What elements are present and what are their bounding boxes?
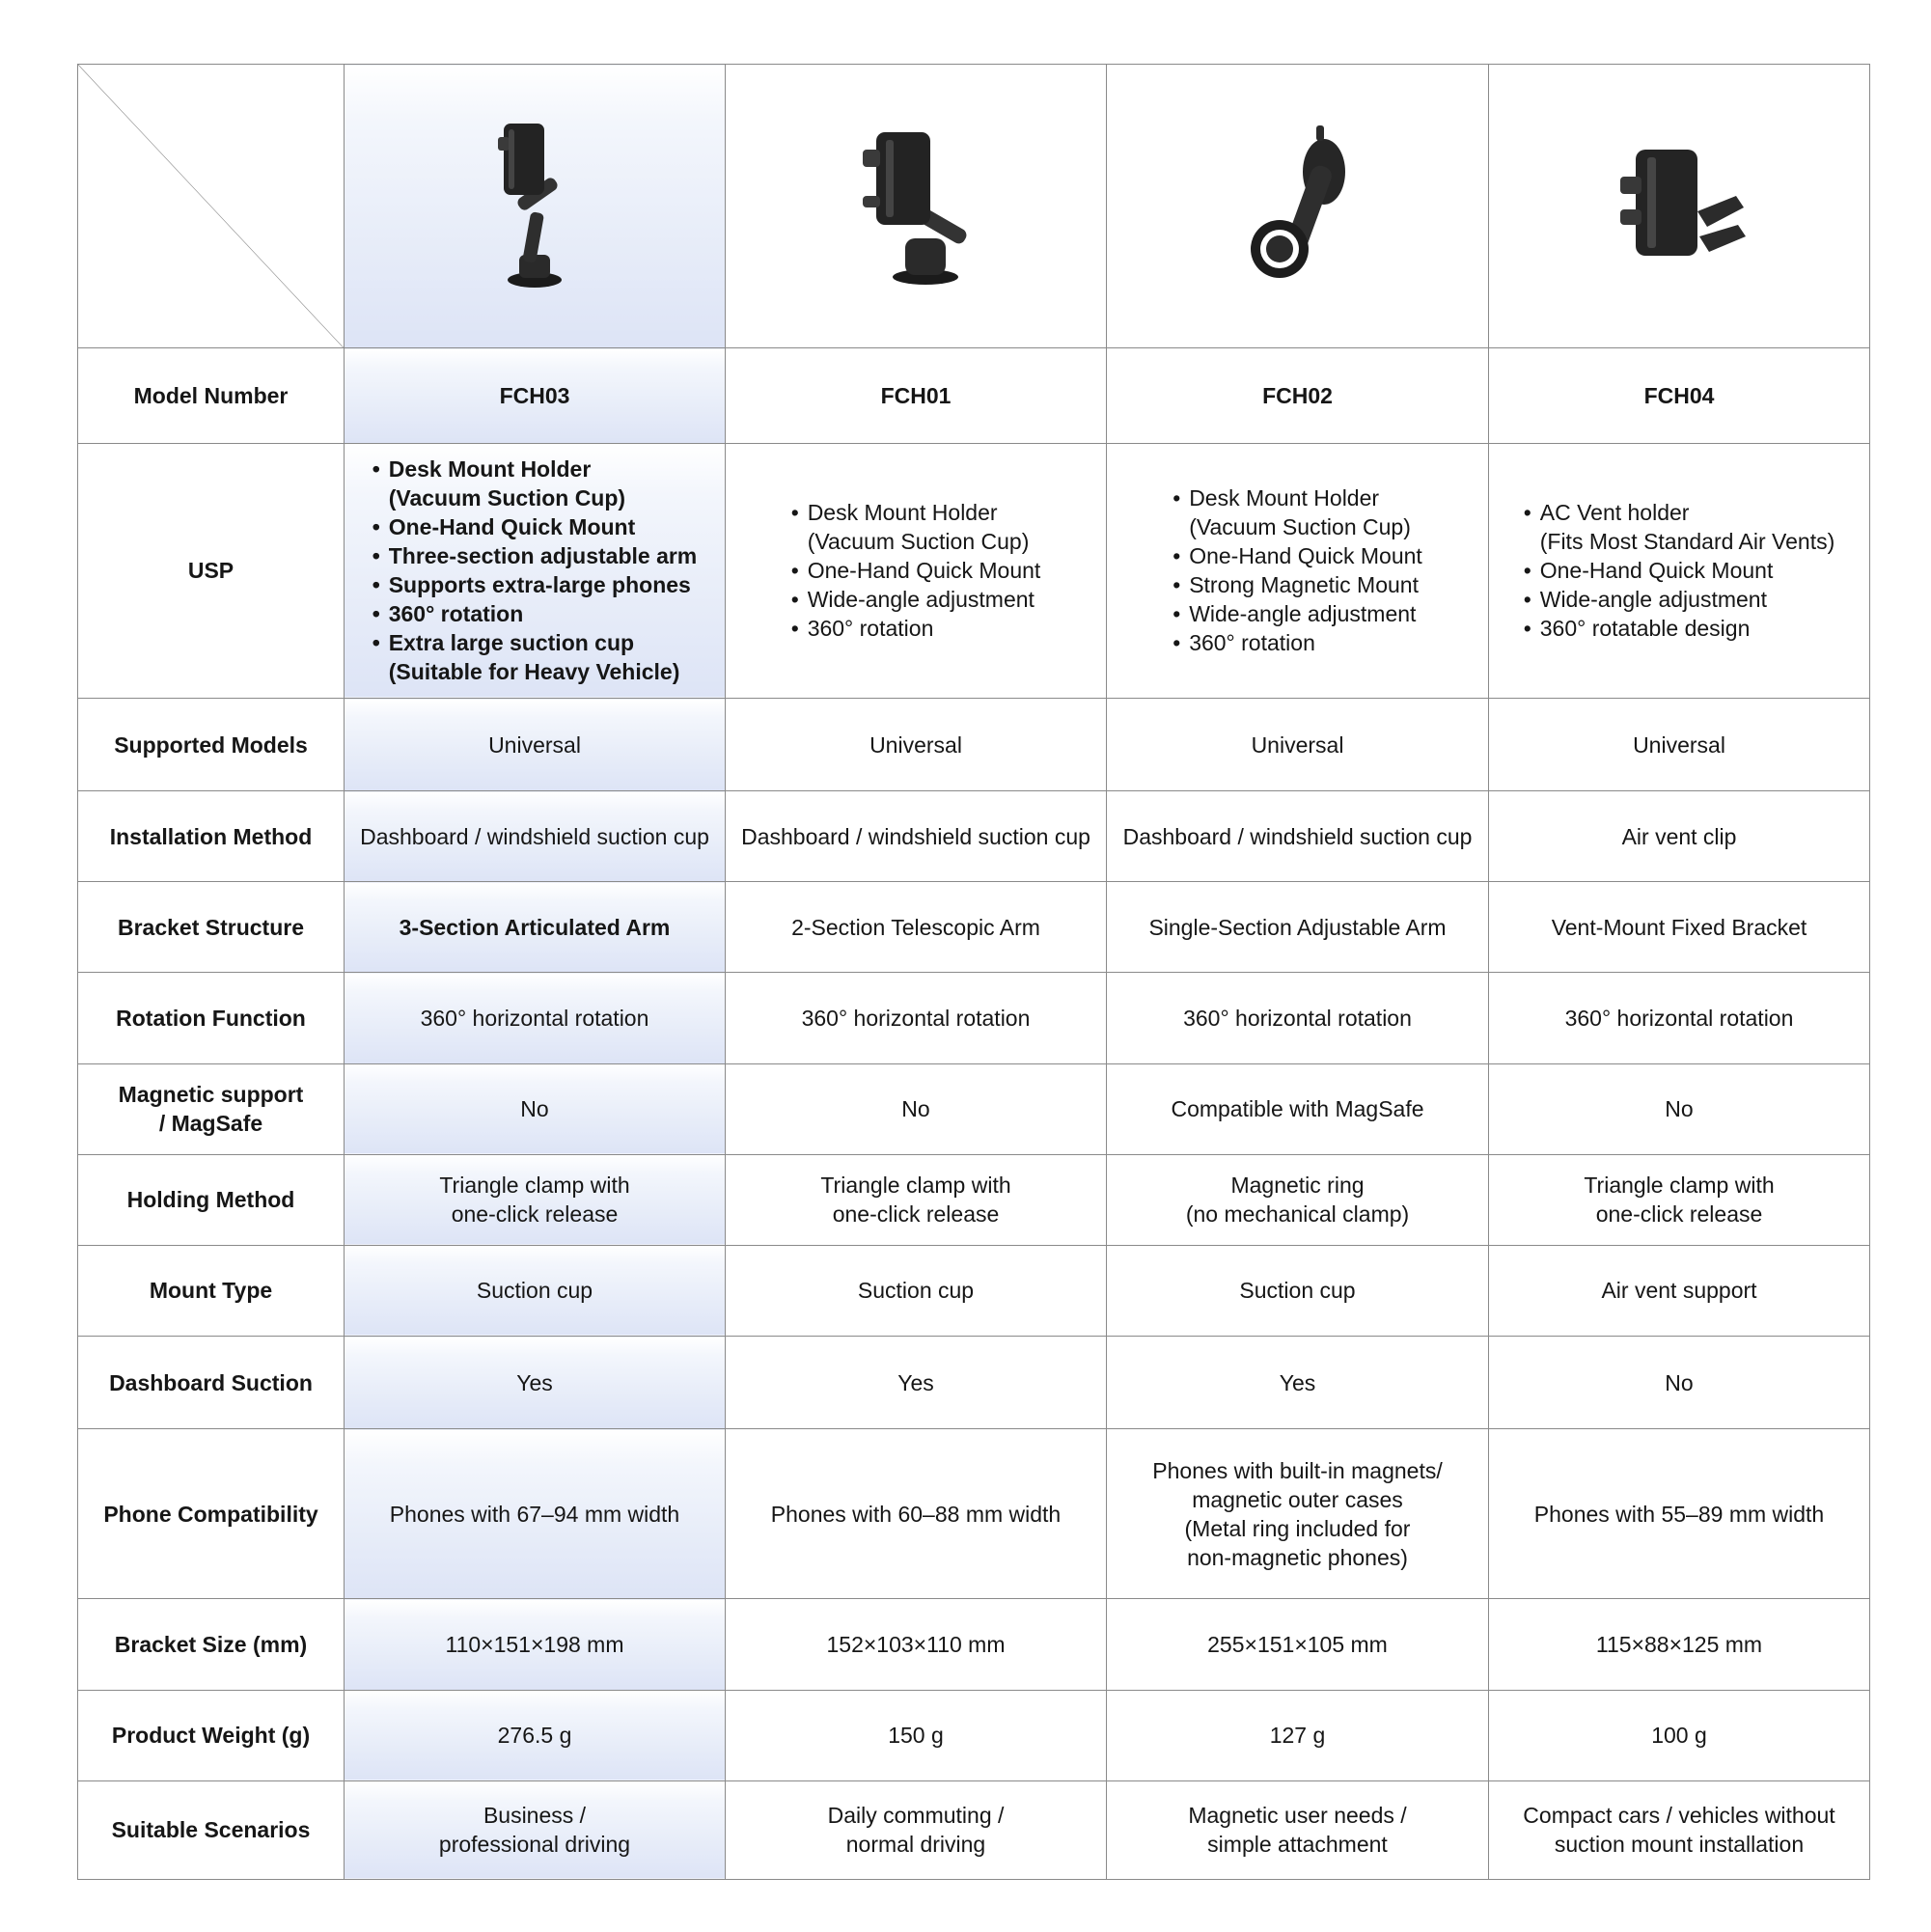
product-image-fch03 (345, 65, 726, 348)
usp-item: • Wide-angle adjustment (1172, 599, 1422, 628)
cell-value: No (726, 1063, 1107, 1154)
row-model-number (78, 348, 1870, 443)
cell-value: 255×151×105 mm (1107, 1599, 1489, 1690)
usp-item: • Strong Magnetic Mount (1172, 570, 1422, 599)
cell-value: Dashboard / windshield suction cup (345, 791, 726, 882)
desk-mount-telescopic-arm-icon (843, 124, 988, 289)
usp-list (1172, 483, 1422, 657)
cell-value: FCH03 (345, 348, 726, 443)
cell-value: Triangle clamp with one-click release (726, 1154, 1107, 1245)
row-label: Rotation Function (78, 973, 345, 1063)
cell-value: No (1489, 1063, 1870, 1154)
cell-value: FCH04 (1489, 348, 1870, 443)
usp-cell (1489, 443, 1870, 698)
usp-cell (1107, 443, 1489, 698)
row-label: Bracket Size (mm) (78, 1599, 345, 1690)
cell-value: 360° horizontal rotation (345, 973, 726, 1063)
cell-value: 276.5 g (345, 1690, 726, 1780)
cell-value: Triangle clamp with one-click release (345, 1154, 726, 1245)
cell-value: No (345, 1063, 726, 1154)
usp-item: • Three-section adjustable arm (372, 541, 698, 570)
cell-value: No (1489, 1337, 1870, 1429)
cell-value: Suction cup (726, 1245, 1107, 1336)
cell-value: 360° horizontal rotation (726, 973, 1107, 1063)
cell-value: Compatible with MagSafe (1107, 1063, 1489, 1154)
row-supported-models (78, 699, 1870, 791)
usp-item: • One-Hand Quick Mount (1172, 541, 1422, 570)
usp-item: • Extra large suction cup (Suitable for Heavy Vehicle) (372, 628, 698, 686)
air-vent-mount-icon (1607, 144, 1752, 269)
usp-cell (345, 443, 726, 698)
cell-value: FCH01 (726, 348, 1107, 443)
cell-value: Universal (1489, 699, 1870, 791)
row-suitable-scenarios (78, 1780, 1870, 1879)
usp-item: • Desk Mount Holder (Vacuum Suction Cup) (791, 498, 1041, 556)
cell-value: 150 g (726, 1690, 1107, 1780)
row-phone-compatibility (78, 1429, 1870, 1599)
row-label: Phone Compatibility (78, 1429, 345, 1599)
cell-value: 127 g (1107, 1690, 1489, 1780)
row-mount-type (78, 1245, 1870, 1336)
cell-value: Universal (1107, 699, 1489, 791)
cell-value: 2-Section Telescopic Arm (726, 882, 1107, 973)
cell-value: Air vent support (1489, 1245, 1870, 1336)
magnetic-ring-mount-icon (1235, 122, 1361, 290)
usp-item: • Supports extra-large phones (372, 570, 698, 599)
cell-value: 115×88×125 mm (1489, 1599, 1870, 1690)
row-label: Suitable Scenarios (78, 1780, 345, 1879)
diagonal-divider (78, 65, 344, 347)
comparison-table (77, 64, 1870, 1880)
row-label: Holding Method (78, 1154, 345, 1245)
cell-value: Universal (726, 699, 1107, 791)
row-label: Supported Models (78, 699, 345, 791)
row-label: Product Weight (g) (78, 1690, 345, 1780)
cell-value: Phones with 60–88 mm width (726, 1429, 1107, 1599)
row-label: Installation Method (78, 791, 345, 882)
usp-cell (726, 443, 1107, 698)
usp-item: • Wide-angle adjustment (791, 585, 1041, 614)
product-image-fch02 (1107, 65, 1489, 348)
usp-item: • 360° rotation (372, 599, 698, 628)
usp-item: • One-Hand Quick Mount (372, 512, 698, 541)
cell-value: Phones with 55–89 mm width (1489, 1429, 1870, 1599)
cell-value: Universal (345, 699, 726, 791)
cell-value: Dashboard / windshield suction cup (1107, 791, 1489, 882)
cell-value: Magnetic ring (no mechanical clamp) (1107, 1154, 1489, 1245)
row-bracket-size (78, 1599, 1870, 1690)
row-bracket-structure (78, 882, 1870, 973)
row-installation-method (78, 791, 1870, 882)
cell-value: Triangle clamp with one-click release (1489, 1154, 1870, 1245)
usp-item: • One-Hand Quick Mount (791, 556, 1041, 585)
row-magnetic-support (78, 1063, 1870, 1154)
usp-list (791, 498, 1041, 643)
usp-item: • AC Vent holder (Fits Most Standard Air Vents) (1524, 498, 1835, 556)
row-rotation-function (78, 973, 1870, 1063)
cell-value: Vent-Mount Fixed Bracket (1489, 882, 1870, 973)
corner-cell (78, 65, 345, 348)
usp-list (1524, 498, 1835, 643)
row-label: Dashboard Suction (78, 1337, 345, 1429)
usp-item: • Desk Mount Holder (Vacuum Suction Cup) (1172, 483, 1422, 541)
cell-value: Yes (345, 1337, 726, 1429)
cell-value: 110×151×198 mm (345, 1599, 726, 1690)
cell-value: Compact cars / vehicles without suction mount installation (1489, 1780, 1870, 1879)
usp-item: • One-Hand Quick Mount (1524, 556, 1835, 585)
cell-value: Business / professional driving (345, 1780, 726, 1879)
row-label: Mount Type (78, 1245, 345, 1336)
product-image-fch01 (726, 65, 1107, 348)
cell-value: 3-Section Articulated Arm (345, 882, 726, 973)
usp-list (372, 455, 698, 686)
row-label: USP (78, 443, 345, 698)
cell-value: 360° horizontal rotation (1489, 973, 1870, 1063)
usp-item: • 360° rotation (1172, 628, 1422, 657)
cell-value: Yes (1107, 1337, 1489, 1429)
usp-item: • 360° rotation (791, 614, 1041, 643)
desk-mount-three-section-arm-icon (477, 120, 593, 293)
cell-value: Dashboard / windshield suction cup (726, 791, 1107, 882)
cell-value: FCH02 (1107, 348, 1489, 443)
cell-value: Phones with built-in magnets/ magnetic outer cases (Metal ring included for non-magnetic phones) (1107, 1429, 1489, 1599)
row-holding-method (78, 1154, 1870, 1245)
cell-value: Suction cup (1107, 1245, 1489, 1336)
cell-value: Yes (726, 1337, 1107, 1429)
cell-value: Daily commuting / normal driving (726, 1780, 1107, 1879)
row-usp (78, 443, 1870, 698)
product-image-fch04 (1489, 65, 1870, 348)
usp-item: • 360° rotatable design (1524, 614, 1835, 643)
cell-value: Air vent clip (1489, 791, 1870, 882)
cell-value: Phones with 67–94 mm width (345, 1429, 726, 1599)
product-image-row (78, 65, 1870, 348)
row-label: Model Number (78, 348, 345, 443)
row-label: Bracket Structure (78, 882, 345, 973)
cell-value: Single-Section Adjustable Arm (1107, 882, 1489, 973)
cell-value: Suction cup (345, 1245, 726, 1336)
usp-item: • Desk Mount Holder (Vacuum Suction Cup) (372, 455, 698, 512)
row-product-weight (78, 1690, 1870, 1780)
cell-value: 152×103×110 mm (726, 1599, 1107, 1690)
cell-value: 360° horizontal rotation (1107, 973, 1489, 1063)
usp-item: • Wide-angle adjustment (1524, 585, 1835, 614)
cell-value: 100 g (1489, 1690, 1870, 1780)
row-label: Magnetic support / MagSafe (78, 1063, 345, 1154)
cell-value: Magnetic user needs / simple attachment (1107, 1780, 1489, 1879)
row-dashboard-suction (78, 1337, 1870, 1429)
